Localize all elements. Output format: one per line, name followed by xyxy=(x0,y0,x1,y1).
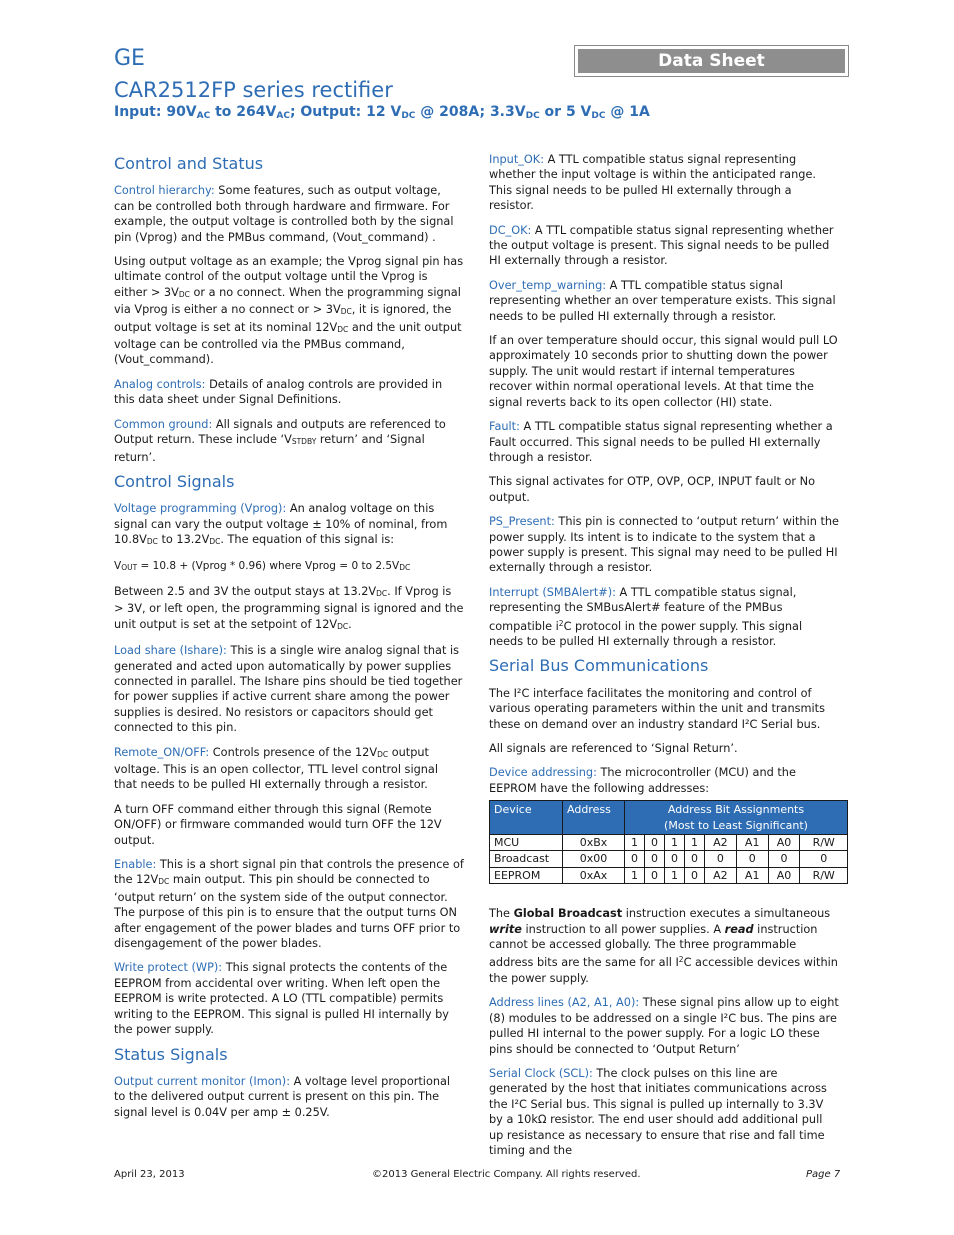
cell: A0 xyxy=(768,835,800,851)
para-common-ground: Common ground: All signals and outputs are referenced to Output return. These include ‘$V_{STDBY}$ return’ and ‘Signal return’. xyxy=(114,417,446,464)
cell: 1 xyxy=(625,867,645,883)
cell: 0 xyxy=(645,851,665,867)
cell: 0 xyxy=(736,851,768,867)
footer-date: April 23, 2013 xyxy=(114,1169,185,1180)
cell: 0 xyxy=(645,835,665,851)
cell: 0 xyxy=(800,851,848,867)
cell: 1 xyxy=(685,835,705,851)
para-vprog: Voltage programming (Vprog): An analog voltage on this signal can vary the output voltage ± 10% of nominal, from $10.8V_{DC}$ to $13.2V_{DC}$. The equation of this signal is: xyxy=(114,502,448,547)
cell: 1 xyxy=(665,867,685,883)
data-sheet-badge-label: Data Sheet xyxy=(578,49,845,73)
footer-copyright: ©2013 General Electric Company. All rights reserved. xyxy=(372,1169,641,1180)
para-remote-onoff: Remote_ON/OFF: Controls presence of the $12V_{DC}$ output voltage. This is an open collector, TTL level control signal that needs to be pulled HI externally through a resistor. xyxy=(114,745,438,792)
cell: 1 xyxy=(665,835,685,851)
table-row xyxy=(490,851,848,867)
para-analog-controls: Analog controls: Details of analog controls are provided in this data sheet under Signal Definitions. xyxy=(114,377,443,407)
para-enable: Enable: This is a short signal pin that controls the presence of the $12V_{DC}$ main output. This pin should be connected to ‘output return’ on the system side of the output connector. The purpose of this pin is to ensure that the output turns ON after engagement of the power blades and turns OFF prior to disengagement of the power blades. xyxy=(114,858,464,951)
address-table-header xyxy=(490,801,848,835)
cell: 0 xyxy=(645,867,665,883)
para-load-share: Load share (Ishare): This is a single wire analog signal that is generated and acted upon automatically by power supplies connected in parallel. The Ishare pins should be tied together for power supplies if active current share among the power supplies is desired. No resistors or capacitors should get connected to this pin. xyxy=(114,644,463,735)
para-over-temp: Over_temp_warning: A TTL compatible status signal representing whether an over temperature exists. This signal needs to be pulled HI externally through a resistor. xyxy=(489,278,836,323)
para-vprog-example: Using output voltage as an example; the Vprog signal pin has ultimate control of the output voltage until the Vprog is either > $3V_{DC}$ or a no connect. When the programming signal via Vprog is either a no connect or > $3V_{DC}$, it is ignored, the output voltage is set at its nominal $12V_{DC}$ and the unit output voltage can be controlled via the PMBus command, (Vout_command). xyxy=(114,255,464,367)
para-fault-note: This signal activates for OTP, OVP, OCP, INPUT fault or No output. xyxy=(489,475,816,504)
heading-control-signals: Control Signals xyxy=(114,471,235,491)
para-address-lines: Address lines (A2, A1, A0): These signal pins allow up to eight (8) modules to be addressed on a single I²C bus. The pins are pulled HI internal to the power supply. For a logic LO these pins should be connected to ‘Output Return’ xyxy=(489,996,839,1056)
para-equation: $V_{OUT} = 10.8$ + (Vprog * 0.96) where Vprog = 0 to $2.5V_{DC}$ xyxy=(114,559,411,572)
para-fault: Fault: A TTL compatible status signal representing whether a Fault occurred. This signal needs to be pulled HI externally through a resistor. xyxy=(489,420,833,464)
brand-logo-text: GE xyxy=(114,46,145,71)
cell: EEPROM xyxy=(490,867,563,883)
left-column xyxy=(114,150,464,1129)
cell: 0 xyxy=(768,851,800,867)
address-table xyxy=(489,800,848,884)
para-global-broadcast: The Global Broadcast instruction executes a simultaneous write instruction to all power supplies. A read instruction cannot be accessed globally. The three programmable address bits are the same for all $I^2C$ accessible devices within the power supply. xyxy=(489,907,838,985)
heading-control-status: Control and Status xyxy=(114,154,264,173)
cell: 1 xyxy=(625,835,645,851)
para-i2c-intro: The I²C interface facilitates the monitoring and control of various operating parameters within the unit and transmits these on demand over an industry standard I²C Serial bus. xyxy=(489,686,825,731)
table-row xyxy=(490,867,848,883)
col-device: Device xyxy=(490,801,563,835)
footer-page-number: Page 7 xyxy=(806,1169,841,1180)
cell: A2 xyxy=(705,867,737,883)
cell: 0xAx xyxy=(563,867,625,883)
para-scl: Serial Clock (SCL): The clock pulses on this line are generated by the host that initiates communications across the I²C Serial bus. This signal is pulled up internally to 3.3V by a 10kΩ resistor. The end user should add additional pull up resistance as necessary to ensure that rise and fall time timing and the xyxy=(489,1066,827,1157)
para-dc-ok: DC_OK: A TTL compatible status signal representing whether the output voltage is present. This signal needs to be pulled HI externally through a resistor. xyxy=(489,223,834,268)
cell: 0 xyxy=(685,867,705,883)
right-column xyxy=(489,152,839,1167)
heading-serial-bus: Serial Bus Communications xyxy=(489,656,709,676)
cell: A1 xyxy=(736,835,768,851)
cell: 0 xyxy=(665,851,685,867)
para-signal-return: All signals are referenced to ‘Signal Return’. xyxy=(489,742,738,755)
cell: A2 xyxy=(705,835,737,851)
cell: 0 xyxy=(705,851,737,867)
col-bit-assignments: Address Bit Assignments (Most to Least Significant) xyxy=(625,801,848,835)
para-interrupt: Interrupt (SMBAlert#): A TTL compatible status signal, representing the SMBusAlert# feature of the PMBus compatible $i^2C$ protocol in the power supply. This signal needs to be pulled HI externally through a resistor. xyxy=(489,585,803,648)
para-over-temp-note: If an over temperature should occur, this signal would pull LO approximately 10 seconds prior to shutting down the power supply. The unit would restart if internal temperatures recover within normal operational levels. At that time the signal reverts back to its open collector (HI) state. xyxy=(489,334,838,409)
col-address: Address xyxy=(563,801,625,835)
cell: 0 xyxy=(625,851,645,867)
cell: MCU xyxy=(490,835,563,851)
para-vprog-range: Between 2.5 and 3V the output stays at $13.2V_{DC}$. If Vprog is > 3V, or left open, the programming signal is ignored and the unit output is set at the setpoint of $12V_{DC}$. xyxy=(114,584,464,631)
para-ps-present: PS_Present: This pin is connected to ‘output return’ within the power supply. Its intent is to indicate to the system that a power supply is present. This signal may need to be pulled HI externally through a resistor. xyxy=(489,515,840,575)
para-device-addressing: Device addressing: The microcontroller (MCU) and the EEPROM have the following addresses: xyxy=(489,766,796,795)
table-row xyxy=(490,835,848,851)
cell: Broadcast xyxy=(490,851,563,867)
spec-line: Input: $90V_{AC}$ to $264V_{AC}$; Output: 12 $V_{DC}$ @ 208A; $3.3V_{DC}$ or 5 $V_{DC}$ @ 1A xyxy=(114,104,650,121)
cell: A1 xyxy=(736,867,768,883)
product-title: CAR2512FP series rectifier xyxy=(114,78,393,102)
para-turn-off: A turn OFF command either through this signal (Remote ON/OFF) or firmware commanded would turn OFF the 12V output. xyxy=(114,802,442,847)
heading-status-signals: Status Signals xyxy=(114,1044,228,1064)
cell: 0 xyxy=(685,851,705,867)
cell: R/W xyxy=(800,835,848,851)
cell: 0xBx xyxy=(563,835,625,851)
para-imon: Output current monitor (Imon): A voltage level proportional to the delivered output current is present on this pin. The signal level is 0.04V per amp ± 0.25V. xyxy=(114,1074,451,1119)
cell: A0 xyxy=(768,867,800,883)
cell: 0x00 xyxy=(563,851,625,867)
data-sheet-badge xyxy=(574,45,849,77)
cell: R/W xyxy=(800,867,848,883)
para-input-ok: Input_OK: A TTL compatible status signal representing whether the input voltage is within the anticipated range. This signal needs to be pulled HI externally through a resistor. xyxy=(489,153,816,213)
para-write-protect: Write protect (WP): This signal protects the contents of the EEPROM from accidental over writing. When left open the EEPROM is write protected. A LO (TTL compatible) permits writing to the EEPROM. This signal is pulled HI internally by the power supply. xyxy=(114,961,449,1037)
para-control-hierarchy: Control hierarchy: Some features, such as output voltage, can be controlled both through hardware and firmware. For example, the output voltage is controlled both by the signal pin (Vprog) and the PMBus command, (Vout_command) . xyxy=(114,184,454,244)
